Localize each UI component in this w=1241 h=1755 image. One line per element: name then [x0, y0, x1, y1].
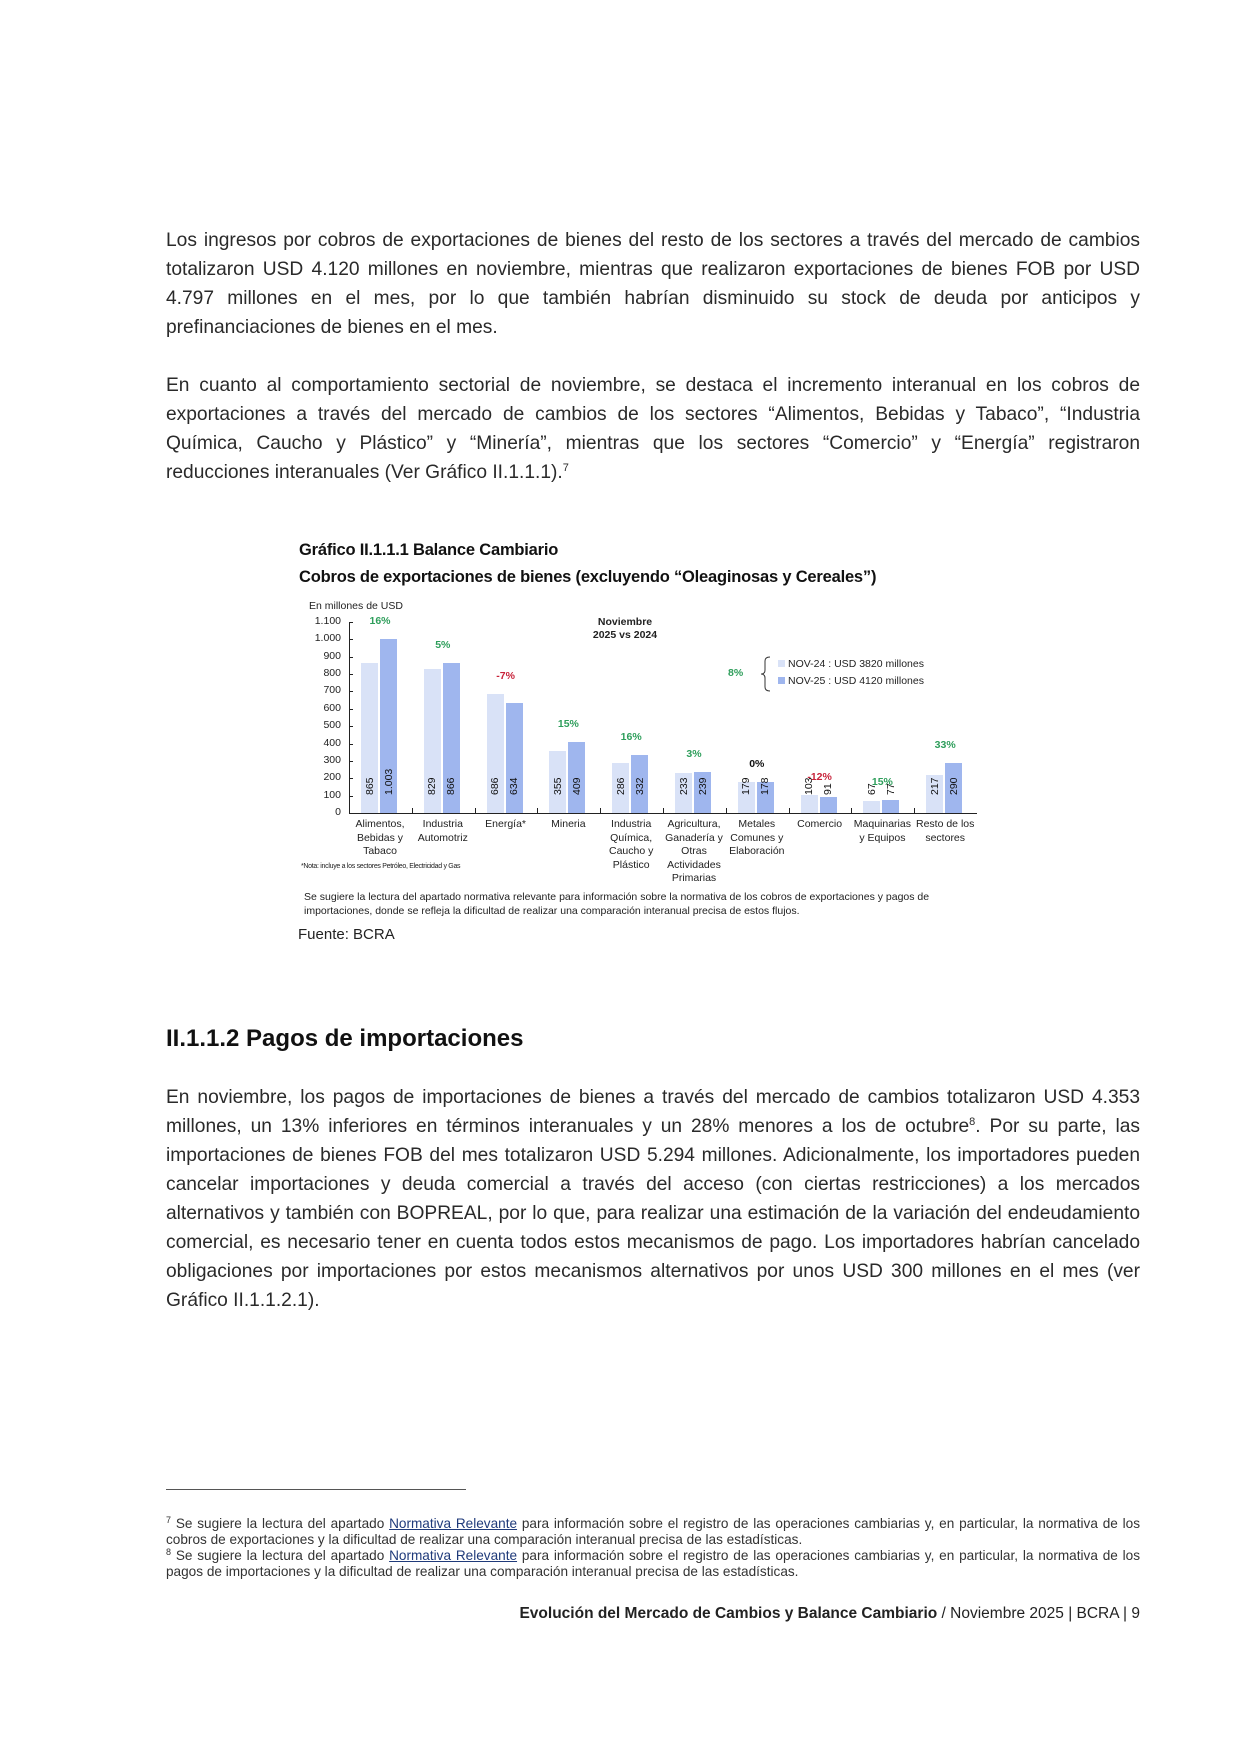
chart-subtitle: Cobros de exportaciones de bienes (excluyendo “Oleaginosas y Cereales”) [299, 568, 877, 586]
bar-value-label: 91 [822, 783, 835, 795]
category-label-line: sectores [925, 831, 966, 844]
paragraph-sectoral [166, 371, 1140, 487]
bar-nov-25 [506, 703, 523, 813]
y-axis-line [349, 622, 350, 814]
chart-annotation [560, 616, 690, 642]
category-label-line: Automotriz [417, 831, 468, 844]
legend-item-nov25 [778, 673, 924, 690]
bar-nov-25 [694, 772, 711, 813]
bar-nov-24 [487, 694, 504, 813]
y-tick-label: 200 [323, 771, 341, 784]
bar-nov-24 [675, 773, 692, 813]
x-tick-mark [600, 808, 601, 813]
legend-label: NOV-25 : USD 4120 millones [788, 675, 924, 687]
x-tick-mark [412, 808, 413, 813]
legend-swatch-icon [778, 677, 785, 684]
yoy-change-label: 16% [620, 731, 642, 744]
bar-nov-24 [738, 777, 755, 813]
y-tick-label: 0 [335, 806, 341, 818]
bar-value-label: 686 [489, 777, 502, 795]
total-change-pct: 8% [728, 667, 744, 679]
category-label-line: Mineria [551, 818, 586, 830]
bar-value-label: 332 [633, 777, 646, 795]
paragraph-text: . Por su parte, las importaciones de bienes FOB del mes totalizaron USD 5.294 millones. Adicionalmente, los importadores pueden cancelar importaciones y deuda comercial a través del acceso (con ciertas restricciones) a los mercados alternativos y también con BOPREAL, por lo que, para realizar una estimación de la variación del endeudamiento comercial, es necesario tener en cuenta todos estos mecanismos de pago. Los importadores habrían cancelado obligaciones por importaciones por estos mecanismos alternativos por unos USD 300 millones en el mes (ver Gráfico II.1.1.2.1). [166, 1116, 1140, 1311]
paragraph-text: En cuanto al comportamiento sectorial de noviembre, se destaca el incremento interanual en los cobros de exportaciones a través del mercado de cambios de los sectores “Alimentos, Bebidas y Tabaco”, “Industria Química, Caucho y Plástico” y “Minería”, mientras que los sectores “Comercio” y “Energía” registraron reducciones interanuales (Ver Gráfico II.1.1.1). [166, 375, 1140, 483]
y-tick-label: 1.000 [314, 632, 341, 645]
yoy-change-label: 15% [871, 775, 893, 788]
paragraph-exports-rest [166, 226, 1140, 342]
category-label-line: Maquinarias [853, 818, 911, 830]
footnote-text: Se sugiere la lectura del apartado [175, 1516, 390, 1531]
footnote-ref-7[interactable]: 7 [562, 462, 569, 474]
yoy-change-label: 16% [369, 614, 391, 627]
footnote-separator [166, 1489, 466, 1490]
legend-bracket-icon [760, 656, 772, 692]
category-label [347, 818, 413, 859]
x-axis-line [349, 813, 977, 814]
bar-value-label: 239 [696, 777, 709, 795]
bar-value-label: 286 [614, 777, 627, 795]
category-label-line: Comercio [797, 818, 843, 830]
footnote-7 [166, 1516, 1140, 1548]
category-label-line: Comunes y [730, 831, 784, 844]
y-tick-label: 1.100 [314, 615, 341, 627]
bar-value-label: 77 [884, 783, 897, 795]
bar-nov-25 [882, 783, 899, 813]
bar-nov-24 [612, 763, 629, 813]
bar-nov-24 [926, 775, 943, 813]
bar-nov-25 [380, 639, 397, 813]
chart-unit-label: En millones de USD [309, 600, 403, 612]
footnote-number: 8 [166, 1547, 172, 1557]
category-label-line: Química, [610, 831, 653, 844]
bar-nov-25 [568, 742, 585, 813]
chart-suggestion: Se sugiere la lectura del apartado normativa relevante para información sobre la normativa de los cobros de exportaciones y pagos de importaciones, donde se refleja la dificultad de realizar una comparación interanual precisa de estos flujos. [304, 891, 930, 917]
annotation-line-1: Noviembre [597, 616, 653, 628]
x-tick-mark [475, 808, 476, 813]
footnote-8 [166, 1548, 1140, 1580]
bar-nov-25 [757, 777, 774, 813]
category-label [912, 818, 978, 845]
x-tick-mark [537, 808, 538, 813]
footer-title: Evolución del Mercado de Cambios y Balance Cambiario [519, 1605, 938, 1622]
y-tick-label: 400 [323, 736, 341, 749]
x-tick-mark [789, 808, 790, 813]
bar-value-label: 865 [363, 777, 376, 795]
bar-nov-24 [549, 751, 566, 813]
y-tick-label: 900 [323, 649, 341, 662]
chart-title: Gráfico II.1.1.1 Balance Cambiario [299, 541, 559, 559]
bar-value-label: 1.003 [382, 768, 395, 795]
y-tick-label: 500 [323, 719, 341, 732]
chart-source: Fuente: BCRA [298, 926, 395, 943]
category-label-line: Resto de los [916, 818, 975, 830]
category-label [473, 818, 539, 832]
category-label [787, 818, 853, 832]
chart-legend [778, 656, 924, 690]
paragraph-text: Los ingresos por cobros de exportaciones de bienes del resto de los sectores a través del mercado de cambios totalizaron USD 4.120 millones en noviembre, mientras que realizaron exportaciones de bienes FOB por USD 4.797 millones en el mes, por lo que también habrían disminuido su stock de deuda por anticipos y prefinanciaciones de bienes en el mes. [166, 230, 1140, 338]
bar-value-label: 355 [551, 777, 564, 795]
bar-value-label: 829 [426, 777, 439, 795]
category-label-line: y Equipos [859, 831, 906, 844]
y-tick-label: 600 [323, 701, 341, 714]
y-tick-label: 300 [323, 753, 341, 766]
category-label [535, 818, 601, 832]
category-label-line: Energía* [485, 818, 527, 830]
yoy-change-label: 33% [934, 738, 956, 751]
footnote-text: para información sobre el registro de las operaciones cambiarias y, en particular, la normativa de los pagos de importaciones y la dificultad de realizar una comparación interanual precisa de las estadísticas. [166, 1548, 1141, 1579]
yoy-change-label: -7% [496, 669, 515, 682]
legend-swatch-icon [778, 660, 785, 667]
category-label-line: Industria [422, 818, 463, 830]
bar-value-label: 634 [508, 777, 521, 795]
bar-value-label: 866 [445, 777, 458, 795]
y-tick-label: 700 [323, 684, 341, 697]
bar-nov-24 [361, 663, 378, 813]
legend-label: NOV-24 : USD 3820 millones [788, 658, 924, 670]
yoy-change-label: 0% [749, 757, 765, 770]
normativa-relevante-link[interactable]: Normativa Relevante [389, 1548, 518, 1563]
y-tick-label: 800 [323, 667, 341, 680]
category-label-line: Industria [611, 818, 652, 830]
category-label-line: Bebidas y [356, 831, 404, 844]
category-label-line: Ganadería y [665, 831, 723, 844]
category-label-line: Plástico [612, 858, 650, 871]
category-label-line: Caucho y [609, 845, 654, 857]
bar-value-label: 103 [803, 777, 816, 795]
category-label [661, 818, 727, 886]
paragraph-imports [166, 1083, 1140, 1315]
category-label-line: Primarias [671, 872, 717, 884]
bar-nov-25 [945, 763, 962, 813]
category-label-line: Alimentos, [355, 818, 405, 830]
footnote-text: Se sugiere la lectura del apartado [175, 1548, 390, 1563]
normativa-relevante-link[interactable]: Normativa Relevante [389, 1516, 518, 1531]
category-label-line: Metales [738, 818, 776, 830]
section-heading: II.1.1.2 Pagos de importaciones [166, 1025, 524, 1052]
category-label-line: Elaboración [729, 845, 785, 857]
x-tick-mark [726, 808, 727, 813]
footnote-ref-8[interactable]: 8 [969, 1116, 976, 1128]
bar-value-label: 179 [740, 777, 753, 795]
bar-value-label: 290 [947, 777, 960, 795]
footer-page-info: / Noviembre 2025 | BCRA | 9 [937, 1605, 1140, 1622]
bar-value-label: 67 [865, 783, 878, 795]
yoy-change-label: 5% [435, 638, 451, 651]
chart-note: *Nota: incluye a los sectores Petróleo, Electricidad y Gas [301, 863, 461, 870]
bar-nov-24 [863, 783, 880, 813]
footnote-text: para información sobre el registro de las operaciones cambiarias y, en particular, la normativa de los cobros de exportaciones y la dificultad de realizar una comparación interanual precisa de las estadísticas. [166, 1516, 1141, 1547]
yoy-change-label: 3% [686, 747, 702, 760]
page-footer [519, 1605, 1140, 1623]
bar-value-label: 217 [928, 777, 941, 795]
bar-nov-24 [424, 669, 441, 813]
legend-item-nov24 [778, 656, 924, 673]
category-label [724, 818, 790, 859]
x-tick-mark [914, 808, 915, 813]
x-tick-mark [851, 808, 852, 813]
bar-value-label: 409 [570, 777, 583, 795]
bar-value-label: 233 [677, 777, 690, 795]
category-label-line: Actividades [667, 858, 721, 871]
yoy-change-label: 15% [557, 717, 579, 730]
category-label-line: Tabaco [363, 845, 397, 857]
category-label-line: Otras [681, 845, 707, 857]
annotation-line-2: 2025 vs 2024 [592, 629, 658, 641]
bar-nov-25 [631, 755, 648, 813]
x-tick-mark [663, 808, 664, 813]
bar-nov-25 [820, 783, 837, 813]
category-label-line: Agricultura, [667, 818, 721, 830]
bar-nov-25 [443, 663, 460, 813]
bar-nov-24 [801, 777, 818, 813]
paragraph-text: En noviembre, los pagos de importaciones de bienes a través del mercado de cambios totalizaron USD 4.353 millones, un 13% inferiores en términos interanuales y un 28% menores a los de octubre [166, 1087, 1140, 1137]
bar-value-label: 178 [759, 777, 772, 795]
category-label [410, 818, 476, 845]
yoy-change-label: -12% [807, 771, 832, 784]
category-label [598, 818, 664, 872]
y-tick-label: 100 [323, 788, 341, 801]
footnote-number: 7 [166, 1515, 172, 1525]
category-label [849, 818, 915, 845]
